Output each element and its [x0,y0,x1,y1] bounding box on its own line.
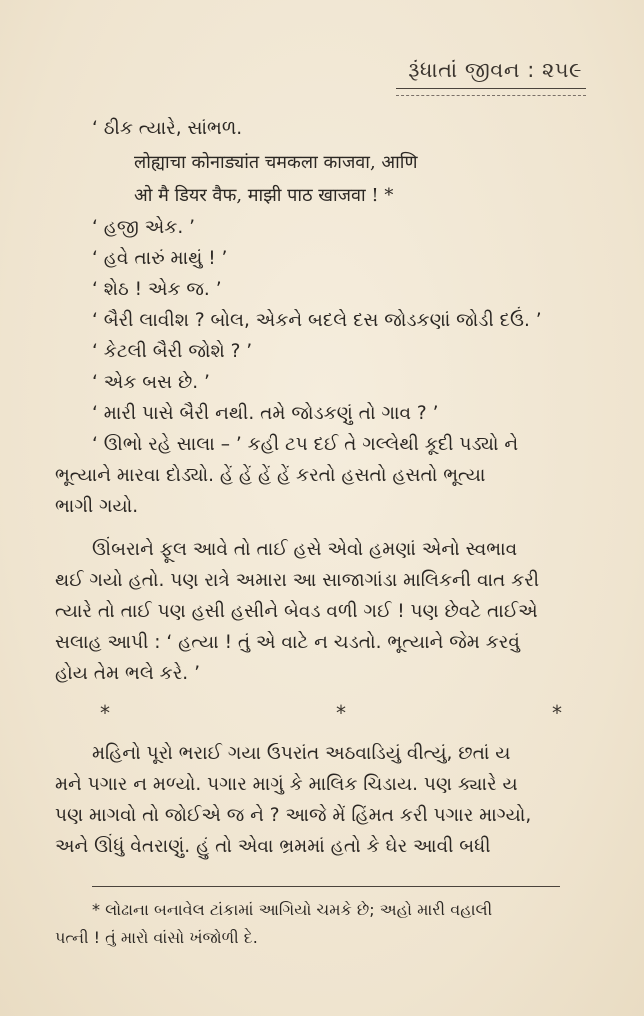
footnote-rule [92,886,560,887]
body-line: ત્યારે તો તાઈ પણ હસી હસીને બેવડ વળી ગઈ ! પણ છેવટે તાઈએ [55,601,538,622]
body-line: મને પગાર ન મળ્યો. પગાર માગું કે માલિક ચિડાય. પણ ક્યારે ય [55,774,518,795]
body-line: અને ઊંધું વેતરાણું. હું તો એવા ભ્રમમાં હતો કે ઘેર આવી બધી [55,836,491,857]
separator-star: * [100,701,110,725]
body-line: ‘ શેઠ ! એક જ. ’ [92,279,222,300]
body-line: મહિનો પૂરો ભરાઈ ગયા ઉપરાંત અઠવાડિયું વીત્યું, છતાં ય [92,743,511,764]
body-line: ઊંબરાને ફૂલ આવે તો તાઈ હસે એવો હમણાં એનો સ્વભાવ [92,539,518,560]
footnote-line: પત્ની ! તું મારો વાંસો ખંજોળી દે. [55,928,258,947]
body-line: થઈ ગયો હતો. પણ રાત્રે અમારા આ સાજાગાંડા માલિકની વાત કરી [55,570,540,591]
body-line: ‘ ઠીક ત્યારે, સાંભળ. [92,118,243,139]
body-line: ‘ હવે તારું માથું ! ’ [92,248,228,269]
header-underline [396,88,586,96]
footnote-line: * લોઢાના બનાવેલ ટાંકામાં આગિયો ચમકે છે; અહો મારી વહાલી [92,900,493,919]
body-line: ‘ મારી પાસે બૈરી નથી. તમે જોડકણું તો ગાવ ? ’ [92,403,439,424]
body-line: ‘ કેટલી બૈરી જોશે ? ’ [92,341,253,362]
body-line: પણ માગવો તો જોઈએ જ ને ? આજે મેં હિંમત કરી પગાર માગ્યો, [55,805,532,826]
body-line: ‘ ઊભો રહે સાલા – ’ કહી ટપ દઈ તે ગલ્લેથી કૂદી પડ્યો ને [92,434,519,455]
body-line: ભૂત્યાને મારવા દોડ્યો. હેં હેં હેં હેં કરતો હસતો હસતો ભૂત્યા [55,465,486,486]
hindi-verse-line: लोह्याचा कोनाड्यांत चमकला काजवा, आणि [134,152,418,173]
body-line: ભાગી ગયો. [55,496,139,517]
hindi-verse-line: ओ मै डियर वैफ, माझी पाठ खाजवा ! * [134,185,394,206]
body-line: ‘ બૈરી લાવીશ ? બોલ, એકને બદલે દસ જોડકણાં જોડી દઉં. ’ [92,310,542,331]
separator-star: * [336,701,346,725]
body-line: ‘ એક બસ છે. ’ [92,372,210,393]
section-separator [0,701,644,727]
body-line: સલાહ આપી : ‘ હત્યા ! તું એ વાટે ન ચડતો. ભૂત્યાને જેમ કરવું [55,632,520,653]
body-line: હોય તેમ ભલે કરે. ’ [55,663,200,684]
running-header: રૂંધાતાં જીવન : ૨૫૯ [408,58,582,82]
separator-star: * [552,701,562,725]
body-line: ‘ હજી એક. ’ [92,217,195,238]
